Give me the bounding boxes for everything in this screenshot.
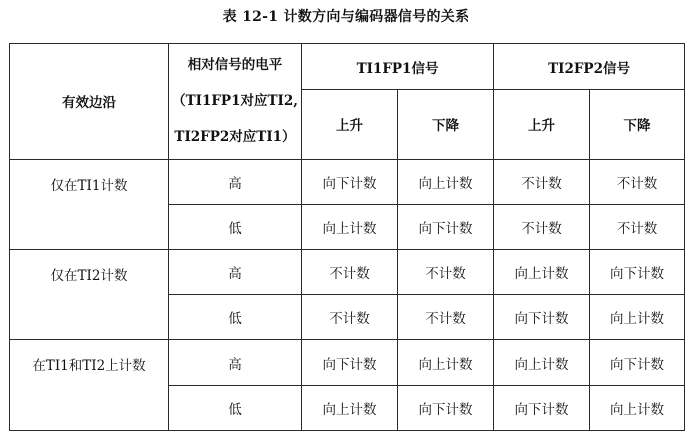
edge-cell: 仅在TI1计数 [10,159,169,249]
edge-cell: 仅在TI2计数 [10,250,169,340]
count-cell: 向上计数 [398,340,494,385]
header-ti2fp2: TI2FP2信号 [494,44,685,90]
count-cell: 向下计数 [590,250,685,295]
header-rise-ti1: 上升 [302,90,398,159]
level-cell: 低 [169,204,302,249]
header-level-line: TI2FP2对应TI1） [174,129,296,146]
table-caption: 表 12-1 计数方向与编码器信号的关系 [222,9,470,25]
header-fall-ti1: 下降 [398,90,494,159]
count-cell: 向下计数 [590,340,685,385]
count-cell: 向上计数 [494,340,590,385]
count-cell: 向下计数 [302,159,398,204]
header-edge: 有效边沿 [10,44,169,160]
level-cell: 高 [169,250,302,295]
count-cell: 向下计数 [494,295,590,340]
count-cell: 向下计数 [302,340,398,385]
count-cell: 向上计数 [302,385,398,430]
encoder-count-direction-table [9,43,685,431]
header-level [169,44,302,160]
count-cell: 不计数 [302,250,398,295]
count-cell: 向上计数 [590,385,685,430]
header-level-line: 相对信号的电平 [187,57,283,74]
count-cell: 向下计数 [398,204,494,249]
count-cell: 向上计数 [302,204,398,249]
level-cell: 低 [169,385,302,430]
count-cell: 向下计数 [398,385,494,430]
level-cell: 高 [169,159,302,204]
count-cell: 向上计数 [398,159,494,204]
header-ti1fp1: TI1FP1信号 [302,44,494,90]
edge-cell: 在TI1和TI2上计数 [10,340,169,431]
header-level-line: （TI1FP1对应TI2, [172,93,298,110]
count-cell: 向上计数 [590,295,685,340]
header-rise-ti2: 上升 [494,90,590,159]
table-row [10,340,685,385]
count-cell: 不计数 [590,159,685,204]
level-cell: 高 [169,340,302,385]
level-cell: 低 [169,295,302,340]
table-row [10,250,685,295]
count-cell: 不计数 [398,295,494,340]
table-row [10,159,685,204]
count-cell: 不计数 [590,204,685,249]
count-cell: 不计数 [398,250,494,295]
count-cell: 不计数 [494,159,590,204]
header-fall-ti2: 下降 [590,90,685,159]
count-cell: 向上计数 [494,250,590,295]
count-cell: 向下计数 [494,385,590,430]
count-cell: 不计数 [494,204,590,249]
count-cell: 不计数 [302,295,398,340]
